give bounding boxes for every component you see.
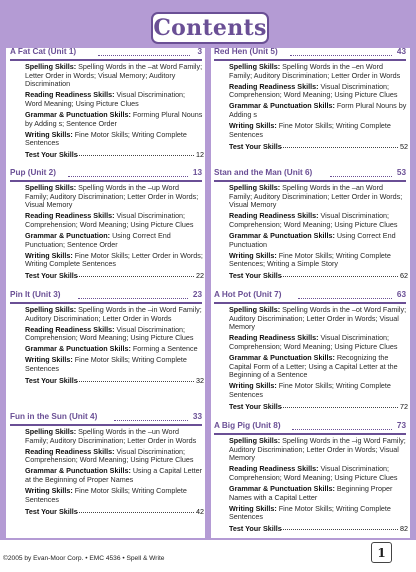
skill-text: Form Plural Nouns by Adding s [229, 101, 407, 119]
leader-dots [290, 50, 392, 56]
unit-heading[interactable] [10, 413, 202, 426]
skill-entry [212, 505, 408, 522]
skill-text: Fine Motor Skills; Writing Complete Sentences [229, 121, 391, 139]
leader-dots [298, 293, 392, 299]
unit-title[interactable]: Fun in the Sun (Unit 4) [10, 412, 98, 421]
leader-dots [330, 171, 392, 177]
skill-label: Reading Readiness Skills: [25, 446, 115, 456]
test-your-skills-row[interactable] [25, 376, 204, 386]
skill-text: Forming Plural Nouns by Adding s; Sentence Order [25, 109, 203, 128]
contents-column-left [8, 48, 204, 538]
skill-text: Visual Discrimination; Comprehension; Word Meaning; Using Picture Clues [229, 464, 398, 482]
skill-label: Grammar & Punctuation Skills: [229, 352, 335, 362]
skill-label: Spelling Skills: [25, 427, 77, 436]
unit-3[interactable] [8, 291, 204, 386]
page-title: Contents [153, 15, 267, 41]
unit-page: 33 [192, 412, 202, 421]
skill-label: Writing Skills: [229, 250, 277, 260]
skill-label: Reading Readiness Skills: [229, 81, 319, 91]
test-your-skills-row[interactable] [25, 271, 204, 281]
skill-label: Spelling Skills: [25, 305, 77, 314]
copyright-footer: ©2005 by Evan-Moor Corp. • EMC 4536 • Spell & Write [3, 555, 165, 562]
test-page: 52 [400, 141, 408, 151]
skill-label: Spelling Skills: [229, 183, 281, 192]
unit-2[interactable] [8, 169, 204, 281]
skill-label: Spelling Skills: [25, 183, 77, 192]
unit-page: 3 [197, 47, 202, 56]
test-label: Test Your Skills [229, 271, 282, 281]
unit-6[interactable] [212, 169, 408, 281]
skill-text: Spelling Words in the –in Word Family; Auditory Discrimination; Letter Order in Words [25, 305, 202, 323]
skill-entry [212, 184, 408, 210]
skill-entry [8, 131, 204, 148]
skill-label: Writing Skills: [229, 121, 277, 131]
leader-dots [77, 276, 194, 277]
skill-text: Fine Motor Skills; Letter Order in Words; Writing Complete Sentences [25, 250, 203, 269]
skill-text: Fine Motor Skills; Writing Complete Sentences [25, 129, 187, 148]
leader-dots [281, 276, 398, 277]
unit-title[interactable]: A Hot Pot (Unit 7) [214, 290, 282, 299]
skill-text: Using Correct End Punctuation; Sentence Order [25, 230, 171, 249]
unit-page: 73 [396, 421, 406, 430]
test-page: 12 [196, 150, 204, 160]
skill-text: Forming a Sentence [132, 344, 198, 354]
skill-text: Fine Motor Skills; Writing Complete Sentences [229, 503, 391, 522]
skill-text: Visual Discrimination; Comprehension; Word Meaning; Using Picture Clues [229, 81, 398, 100]
test-page: 32 [196, 376, 204, 386]
skill-text: Spelling Words in the –ig Word Family; Auditory Discrimination; Letter Order in Words; Visual Memory [229, 436, 406, 463]
leader-dots [77, 381, 194, 382]
skill-label: Writing Skills: [25, 355, 73, 365]
test-your-skills-row[interactable] [25, 150, 204, 160]
skill-label: Grammar & Punctuation Skills: [229, 101, 335, 111]
unit-heading[interactable] [10, 48, 202, 61]
skill-entry [8, 428, 204, 445]
leader-dots [77, 155, 194, 156]
skill-entry [212, 485, 408, 502]
skill-entry [8, 232, 204, 249]
test-label: Test Your Skills [25, 376, 78, 386]
unit-title[interactable]: Red Hen (Unit 5) [214, 47, 278, 56]
unit-title[interactable]: Pin It (Unit 3) [10, 290, 61, 299]
test-your-skills-row[interactable] [229, 524, 408, 534]
test-your-skills-row[interactable] [229, 142, 408, 152]
skill-label: Reading Readiness Skills: [229, 211, 319, 221]
skill-entry [8, 63, 204, 89]
page-number: 1 [371, 542, 392, 563]
skill-entry [8, 111, 204, 128]
skill-entry [212, 334, 408, 351]
unit-heading[interactable] [10, 291, 202, 304]
skill-text: Visual Discrimination; Word Meaning; Using Picture Clues [25, 90, 186, 108]
unit-title[interactable]: Pup (Unit 2) [10, 168, 56, 177]
skill-text: Spelling Words in the –at Word Family; Letter Order in Words; Visual Memory; Auditory Discrimination [25, 62, 203, 89]
test-label: Test Your Skills [25, 150, 78, 160]
contents-column-right [212, 48, 408, 538]
skill-label: Reading Readiness Skills: [25, 324, 115, 334]
skill-entry [8, 306, 204, 323]
skill-entry [212, 382, 408, 399]
skill-entry [8, 212, 204, 229]
leader-dots [77, 512, 194, 513]
skill-label: Writing Skills: [229, 381, 277, 391]
skill-label: Spelling Skills: [229, 305, 281, 314]
unit-page: 53 [396, 168, 406, 177]
skill-entry [212, 83, 408, 100]
skill-text: Spelling Words in the –en Word Family; Auditory Discrimination; Letter Order in Words [229, 62, 401, 80]
unit-1[interactable] [8, 48, 204, 160]
test-page: 82 [400, 524, 408, 534]
skill-text: Beginning Proper Names with a Capital Letter [229, 483, 393, 502]
skill-entry [212, 212, 408, 229]
skill-entry [8, 345, 204, 354]
skill-text: Recognizing the Capital Form of a Letter; Using a Capital Letter at the Beginning of a Sentence [229, 352, 398, 380]
unit-title[interactable]: A Fat Cat (Unit 1) [10, 47, 77, 56]
leader-dots [281, 147, 398, 148]
skill-entry [8, 326, 204, 343]
skill-label: Reading Readiness Skills: [229, 464, 319, 474]
skill-entry [212, 102, 408, 119]
unit-heading[interactable] [10, 169, 202, 182]
skill-text: Fine Motor Skills; Writing Complete Sentences [25, 355, 187, 374]
test-label: Test Your Skills [229, 141, 282, 151]
test-page: 22 [196, 271, 204, 281]
test-your-skills-row[interactable] [229, 271, 408, 281]
skill-label: Grammar & Punctuation Skills: [25, 466, 131, 476]
skill-label: Grammar & Punctuation: [25, 230, 111, 240]
skill-text: Fine Motor Skills; Writing Complete Sentences [229, 381, 391, 399]
page-title-box [151, 12, 269, 44]
test-page: 42 [196, 506, 204, 516]
unit-heading[interactable] [214, 48, 406, 61]
skill-text: Spelling Words in the –an Word Family; Auditory Discrimination; Letter Order in Words; Visual Memory [229, 183, 403, 210]
skill-entry [8, 184, 204, 210]
skill-entry [8, 356, 204, 373]
skill-entry [212, 465, 408, 482]
unit-heading[interactable] [214, 169, 406, 182]
skill-entry [212, 232, 408, 249]
skill-label: Spelling Skills: [25, 62, 77, 71]
test-label: Test Your Skills [229, 401, 282, 411]
skill-text: Visual Discrimination; Comprehension; Word Meaning; Using Picture Clues [25, 446, 194, 465]
unit-page: 43 [396, 47, 406, 56]
skill-label: Reading Readiness Skills: [229, 333, 319, 343]
skill-entry [8, 467, 204, 484]
skill-text: Fine Motor Skills; Writing Complete Sentences [25, 486, 187, 504]
unit-title[interactable]: Stan and the Man (Unit 6) [214, 168, 313, 177]
unit-5[interactable] [212, 48, 408, 152]
skill-entry [8, 448, 204, 465]
unit-page: 23 [192, 290, 202, 299]
test-label: Test Your Skills [25, 506, 78, 516]
test-your-skills-row[interactable] [229, 402, 408, 412]
skill-entry [8, 487, 204, 504]
skill-label: Writing Skills: [25, 250, 73, 260]
skill-text: Using a Capital Letter at the Beginning of Proper Names [25, 466, 202, 484]
test-page: 72 [400, 401, 408, 411]
skill-label: Grammar & Punctuation Skills: [25, 344, 131, 354]
skill-label: Grammar & Punctuation Skills: [229, 483, 335, 493]
skill-text: Visual Discrimination; Comprehension; Word Meaning; Using Picture Clues [229, 333, 398, 351]
skill-entry [8, 252, 204, 269]
unit-heading[interactable] [214, 291, 406, 304]
skill-text: Visual Discrimination; Comprehension; Word Meaning; Using Picture Clues [25, 324, 194, 343]
unit-4[interactable] [8, 413, 204, 517]
unit-8[interactable] [212, 422, 408, 534]
skill-entry [212, 122, 408, 139]
skill-entry [212, 63, 408, 80]
skill-text: Visual Discrimination; Comprehension; Word Meaning; Using Picture Clues [229, 211, 398, 229]
skill-label: Reading Readiness Skills: [25, 90, 115, 100]
test-page: 62 [400, 271, 408, 281]
test-label: Test Your Skills [25, 271, 78, 281]
skill-text: Spelling Words in the –un Word Family; Auditory Discrimination; Letter Order in Words [25, 427, 197, 445]
skill-text: Visual Discrimination; Comprehension; Word Meaning; Using Picture Clues [25, 211, 194, 229]
skill-entry [212, 354, 408, 380]
leader-dots [114, 415, 188, 421]
leader-dots [281, 529, 398, 530]
skill-label: Grammar & Punctuation Skills: [229, 230, 335, 240]
leader-dots [281, 407, 398, 408]
leader-dots [98, 50, 190, 56]
test-label: Test Your Skills [229, 524, 282, 534]
skill-entry [212, 252, 408, 269]
skill-text: Spelling Words in the –up Word Family; Auditory Discrimination; Letter Order in Words; Visual Memory [25, 183, 199, 210]
unit-7[interactable] [212, 291, 408, 412]
leader-dots [78, 293, 188, 299]
skill-label: Writing Skills: [25, 486, 73, 496]
skill-label: Spelling Skills: [229, 62, 281, 71]
test-your-skills-row[interactable] [25, 507, 204, 517]
unit-page: 13 [192, 168, 202, 177]
skill-label: Spelling Skills: [229, 436, 281, 445]
skill-text: Fine Motor Skills; Writing Complete Sentences; Writing a Simple Story [229, 250, 391, 269]
leader-dots [68, 171, 188, 177]
skill-text: Using Correct End Punctuation [229, 230, 396, 249]
skill-label: Reading Readiness Skills: [25, 211, 115, 221]
skill-label: Writing Skills: [229, 503, 277, 513]
unit-title[interactable]: A Big Pig (Unit 8) [214, 421, 281, 430]
skill-text: Spelling Words in the –ot Word Family; Auditory Discrimination; Letter Order in Words; Visual Memory [229, 305, 407, 332]
leader-dots [292, 424, 392, 430]
skill-label: Writing Skills: [25, 129, 73, 139]
unit-heading[interactable] [214, 422, 406, 435]
skill-label: Grammar & Punctuation Skills: [25, 109, 131, 119]
unit-page: 63 [396, 290, 406, 299]
skill-entry [8, 91, 204, 108]
skill-entry [212, 437, 408, 463]
skill-entry [212, 306, 408, 332]
